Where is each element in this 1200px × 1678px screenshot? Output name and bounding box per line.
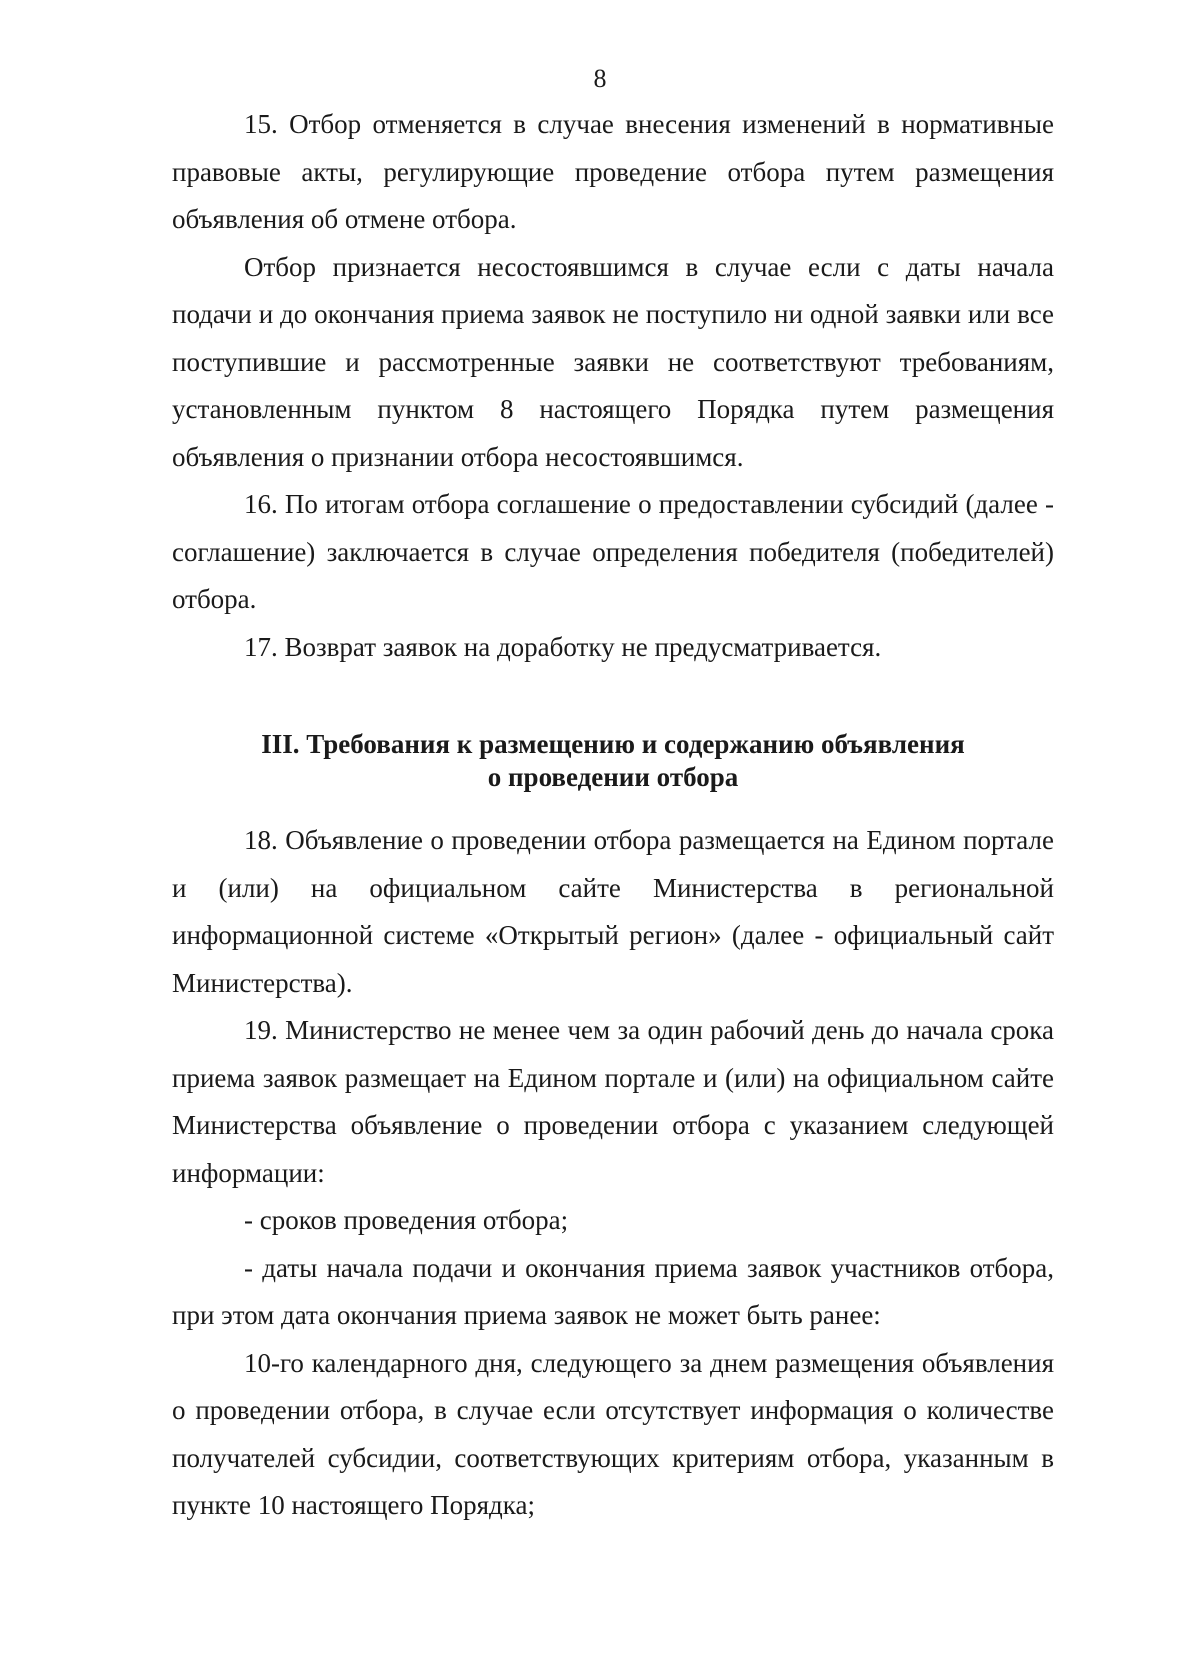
paragraph-failed-selection: Отбор признается несостоявшимся в случае если с даты начала подачи и до окончания приема заявок не поступило ни одной заявки или все поступившие и рассмотренные заявки не соответствуют требованиям, установленным пунктом 8 настоящего Порядка путем размещения объявления о признании отбора несостоявшимся. xyxy=(172,251,1054,472)
paragraph-10th-day: 10-го календарного дня, следующего за днем размещения объявления о проведении отбора, в случае если отсутствует информация о количестве получателей субсидии, соответствующих критериям отбора, указанным в пункте 10 настоящего Порядка; xyxy=(172,1347,1054,1520)
paragraphs-after-heading xyxy=(172,817,1054,1530)
page-number: 8 xyxy=(593,64,607,93)
list-item-terms: - сроков проведения отбора; xyxy=(244,1205,569,1235)
paragraph-15: 15. Отбор отменяется в случае внесения изменений в нормативные правовые акты, регулирующие проведение отбора путем размещения объявления об отмене отбора. xyxy=(172,109,1054,234)
section-heading xyxy=(172,728,1054,794)
paragraph-19: 19. Министерство не менее чем за один рабочий день до начала срока приема заявок размещает на Едином портале и (или) на официальном сайте Министерства объявление о проведении отбора с указанием следующей информации: xyxy=(172,1015,1054,1188)
paragraphs-before-heading xyxy=(172,101,1054,671)
section-heading-line1: III. Требования к размещению и содержанию объявления xyxy=(261,729,965,759)
paragraph-18: 18. Объявление о проведении отбора размещается на Едином портале и (или) на официальном сайте Министерства в региональной информационной системе «Открытый регион» (далее - официальный сайт Министерства). xyxy=(172,825,1054,998)
list-item-dates: - даты начала подачи и окончания приема заявок участников отбора, при этом дата окончания приема заявок не может быть ранее: xyxy=(172,1252,1054,1330)
paragraph-16: 16. По итогам отбора соглашение о предоставлении субсидий (далее - соглашение) заключается в случае определения победителя (победителей) отбора. xyxy=(172,489,1054,614)
section-heading-line2: о проведении отбора xyxy=(487,762,739,792)
paragraph-17: 17. Возврат заявок на доработку не предусматривается. xyxy=(244,631,882,662)
